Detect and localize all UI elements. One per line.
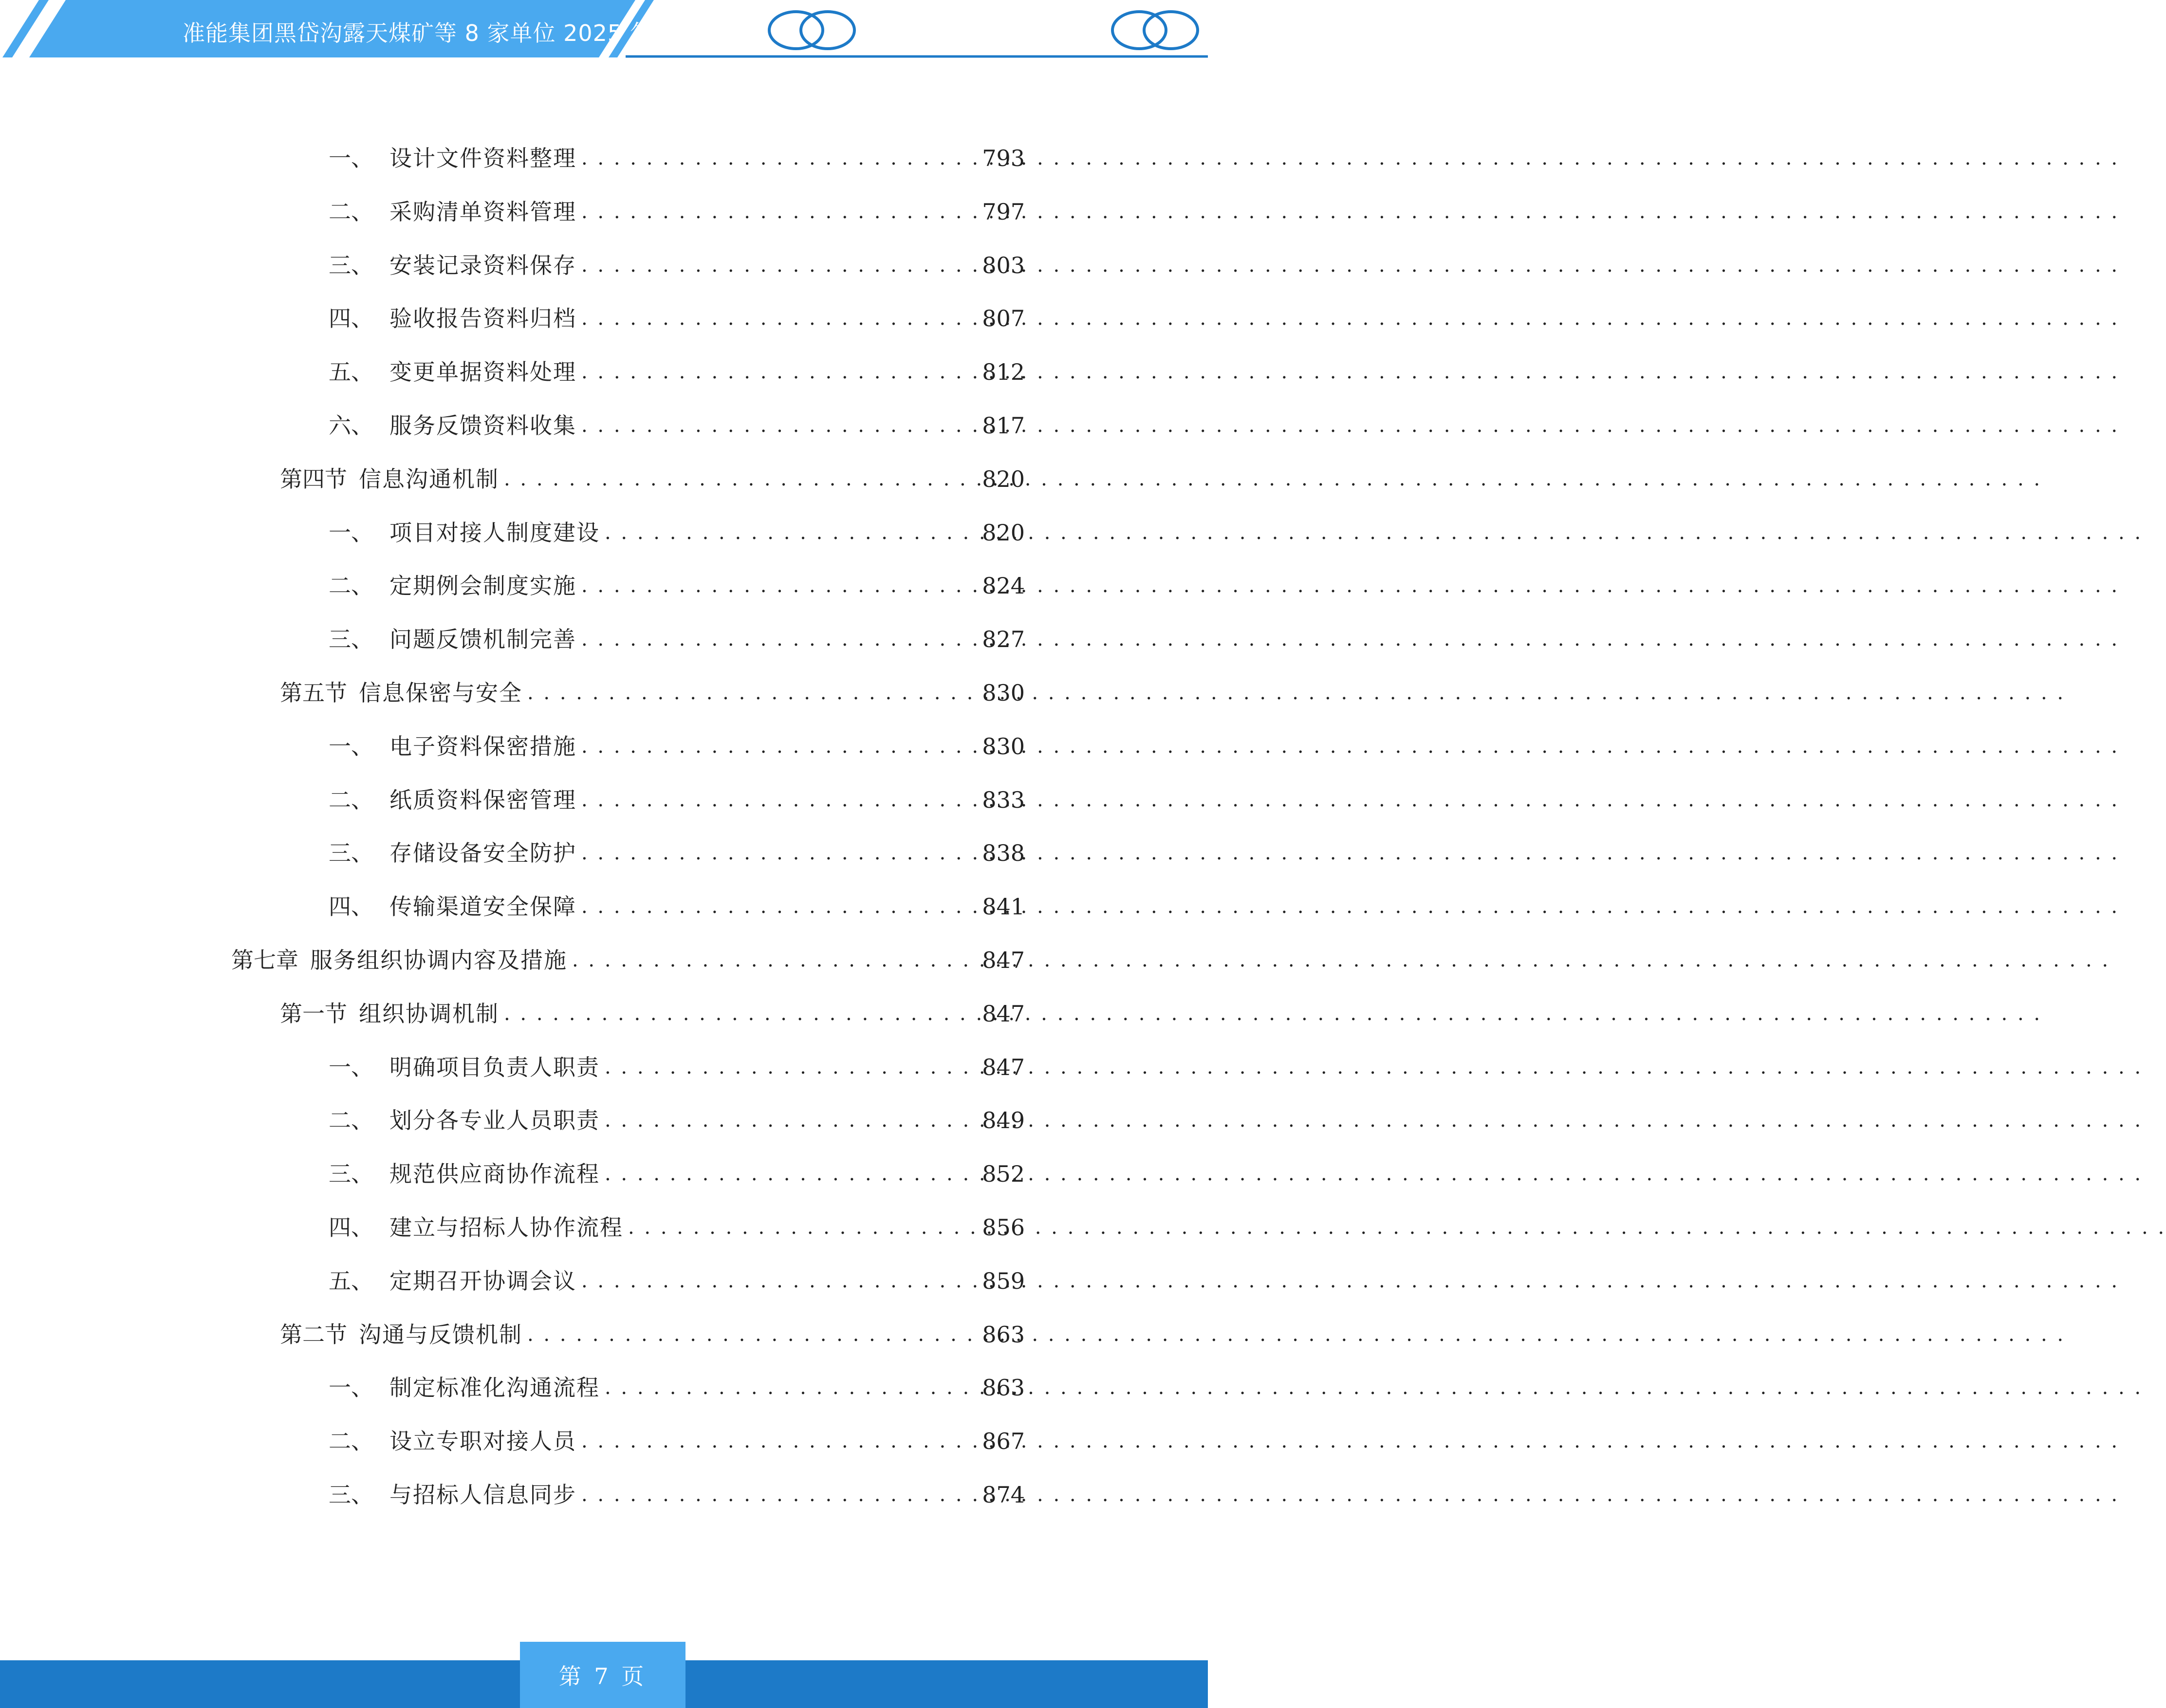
toc-dot-leader — [527, 1318, 975, 1352]
toc-entry-number: 二、 — [329, 199, 373, 225]
toc-entry-page: 797 — [982, 199, 1025, 225]
toc-dot-leader — [581, 1264, 975, 1298]
page-header — [0, 0, 1208, 63]
toc-dot-leader — [605, 1103, 975, 1137]
toc-dot-leader — [572, 943, 975, 977]
toc-entry-page: 863 — [982, 1321, 1025, 1348]
toc-entry-number: 第七章 — [231, 947, 298, 973]
toc-entry[interactable] — [329, 1157, 1025, 1191]
toc-entry[interactable] — [280, 462, 1025, 496]
toc-entry-page: 867 — [982, 1428, 1025, 1454]
rings-icon — [769, 12, 854, 49]
toc-entry-title: 纸质资料保密管理 — [389, 787, 576, 813]
toc-entry-number: 三、 — [329, 626, 373, 652]
page-number-tab — [520, 1642, 685, 1708]
toc-entry-number: 第一节 — [280, 1001, 347, 1027]
toc-entry-page: 847 — [982, 1001, 1025, 1027]
toc-entry[interactable] — [329, 1210, 1025, 1244]
toc-dot-leader — [581, 836, 975, 870]
toc-entry-title: 电子资料保密措施 — [389, 733, 576, 760]
toc-entry-number: 一、 — [329, 733, 373, 760]
toc-dot-leader — [581, 890, 975, 924]
toc-dot-leader — [581, 408, 975, 443]
toc-entry-title: 信息沟通机制 — [359, 466, 499, 492]
toc-entry-page: 817 — [982, 412, 1025, 439]
toc-entry-title: 服务组织协调内容及措施 — [310, 947, 567, 973]
toc-dot-leader — [605, 1050, 975, 1084]
toc-entry-number: 一、 — [329, 1054, 373, 1080]
toc-entry[interactable] — [280, 1318, 1025, 1352]
toc-dot-leader — [605, 1371, 975, 1405]
toc-dot-leader — [581, 355, 975, 389]
toc-entry-page: 820 — [982, 520, 1025, 546]
toc-entry-number: 三、 — [329, 840, 373, 866]
toc-entry-page: 863 — [982, 1374, 1025, 1401]
toc-entry-title: 沟通与反馈机制 — [359, 1321, 522, 1348]
toc-entry-number: 六、 — [329, 412, 373, 439]
toc-entry-title: 定期召开协调会议 — [389, 1268, 576, 1294]
toc-entry-title: 传输渠道安全保障 — [389, 893, 576, 920]
page-number: 第 7 页 — [558, 1663, 647, 1689]
toc-entry[interactable] — [280, 676, 1025, 710]
toc-entry[interactable] — [329, 1424, 1025, 1458]
toc-dot-leader — [581, 1478, 975, 1512]
toc-dot-leader — [581, 301, 975, 335]
toc-entry-number: 四、 — [329, 1214, 373, 1241]
toc-dot-leader — [628, 1210, 975, 1244]
toc-entry-number: 二、 — [329, 1107, 373, 1133]
toc-entry[interactable] — [329, 836, 1025, 870]
toc-entry[interactable] — [329, 569, 1025, 603]
toc-entry-page: 838 — [982, 840, 1025, 866]
toc-entry-number: 五、 — [329, 1268, 373, 1294]
toc-entry[interactable] — [280, 997, 1025, 1031]
toc-entry-number: 三、 — [329, 252, 373, 278]
toc-entry-title: 明确项目负责人职责 — [389, 1054, 600, 1080]
toc-entry[interactable] — [329, 408, 1025, 443]
toc-entry-title: 项目对接人制度建设 — [389, 520, 600, 546]
toc-entry-page: 849 — [982, 1107, 1025, 1133]
toc-entry[interactable] — [329, 1371, 1025, 1405]
toc-entry-title: 变更单据资料处理 — [389, 359, 576, 385]
toc-entry-page: 847 — [982, 947, 1025, 973]
toc-entry-title: 建立与招标人协作流程 — [389, 1214, 623, 1241]
toc-entry-page: 824 — [982, 573, 1025, 599]
toc-entry-page: 833 — [982, 787, 1025, 813]
toc-dot-leader — [581, 1424, 975, 1458]
toc-entry[interactable] — [329, 890, 1025, 924]
toc-entry[interactable] — [329, 783, 1025, 817]
toc-entry[interactable] — [329, 301, 1025, 335]
toc-entry-title: 问题反馈机制完善 — [389, 626, 576, 652]
toc-entry-number: 三、 — [329, 1482, 373, 1508]
toc-entry-number: 四、 — [329, 305, 373, 332]
toc-entry-number: 二、 — [329, 1428, 373, 1454]
toc-entry-title: 与招标人信息同步 — [389, 1482, 576, 1508]
toc-entry-number: 第五节 — [280, 680, 347, 706]
toc-entry-number: 四、 — [329, 893, 373, 920]
toc-entry-page: 874 — [982, 1482, 1025, 1508]
toc-entry[interactable] — [329, 355, 1025, 389]
toc-entry-number: 一、 — [329, 145, 373, 171]
toc-entry-number: 一、 — [329, 520, 373, 546]
toc-dot-leader — [581, 622, 975, 656]
toc-dot-leader — [605, 516, 975, 550]
toc-entry-title: 定期例会制度实施 — [389, 573, 576, 599]
toc-entry-number: 第四节 — [280, 466, 347, 492]
toc-entry-page: 847 — [982, 1054, 1025, 1080]
toc-entry-page: 841 — [982, 893, 1025, 920]
toc-entry-page: 812 — [982, 359, 1025, 385]
toc-entry-number: 三、 — [329, 1161, 373, 1187]
toc-entry-title: 制定标准化沟通流程 — [389, 1374, 600, 1401]
toc-entry-page: 807 — [982, 305, 1025, 332]
toc-entry-page: 820 — [982, 466, 1025, 492]
toc-entry-number: 五、 — [329, 359, 373, 385]
toc-dot-leader — [527, 676, 975, 710]
toc-entry-page: 827 — [982, 626, 1025, 652]
toc-entry-title: 设立专职对接人员 — [389, 1428, 576, 1454]
toc-entry-title: 安装记录资料保存 — [389, 252, 576, 278]
toc-entry-title: 存储设备安全防护 — [389, 840, 576, 866]
toc-entry-title: 服务反馈资料收集 — [389, 412, 576, 439]
toc-entry[interactable] — [329, 195, 1025, 229]
toc-entry-title: 划分各专业人员职责 — [389, 1107, 600, 1133]
toc-entry[interactable] — [329, 516, 1025, 550]
toc-dot-leader — [581, 729, 975, 763]
toc-dot-leader — [581, 783, 975, 817]
toc-entry[interactable] — [329, 729, 1025, 763]
toc-entry-title: 规范供应商协作流程 — [389, 1161, 600, 1187]
toc-entry-page: 852 — [982, 1161, 1025, 1187]
toc-dot-leader — [581, 195, 975, 229]
toc-entry[interactable] — [329, 248, 1025, 282]
toc-entry-number: 二、 — [329, 787, 373, 813]
toc-dot-leader — [581, 141, 975, 175]
toc-entry[interactable] — [329, 1264, 1025, 1298]
toc-entry[interactable] — [329, 1478, 1025, 1512]
toc-entry-number: 一、 — [329, 1374, 373, 1401]
toc-entry-title: 验收报告资料归档 — [389, 305, 576, 332]
toc-entry-number: 二、 — [329, 573, 373, 599]
toc-entry-page: 803 — [982, 252, 1025, 278]
header-title: 准能集团黑岱沟露天煤矿等 8 家单位 2025 年度… — [183, 20, 699, 46]
toc-entry-title: 设计文件资料整理 — [389, 145, 576, 171]
toc-entry-page: 859 — [982, 1268, 1025, 1294]
toc-entry-title: 组织协调机制 — [359, 1001, 499, 1027]
toc-entry[interactable] — [329, 141, 1025, 175]
toc-entry-page: 856 — [982, 1214, 1025, 1241]
toc-dot-leader — [581, 569, 975, 603]
toc-entry-page: 830 — [982, 733, 1025, 760]
toc-entry[interactable] — [231, 943, 1025, 977]
toc-entry-page: 793 — [982, 145, 1025, 171]
toc-dot-leader — [504, 997, 975, 1031]
toc-dot-leader — [581, 248, 975, 282]
toc-entry-number: 第二节 — [280, 1321, 347, 1348]
toc-dot-leader — [504, 462, 975, 496]
toc-entry-title: 采购清单资料管理 — [389, 199, 576, 225]
rings-logo-icon — [1112, 12, 1198, 49]
toc-entry[interactable] — [329, 1050, 1025, 1084]
toc-entry-page: 830 — [982, 680, 1025, 706]
toc-dot-leader — [605, 1157, 975, 1191]
toc-entry[interactable] — [329, 622, 1025, 656]
toc-entry-title: 信息保密与安全 — [359, 680, 522, 706]
toc-entry[interactable] — [329, 1103, 1025, 1137]
